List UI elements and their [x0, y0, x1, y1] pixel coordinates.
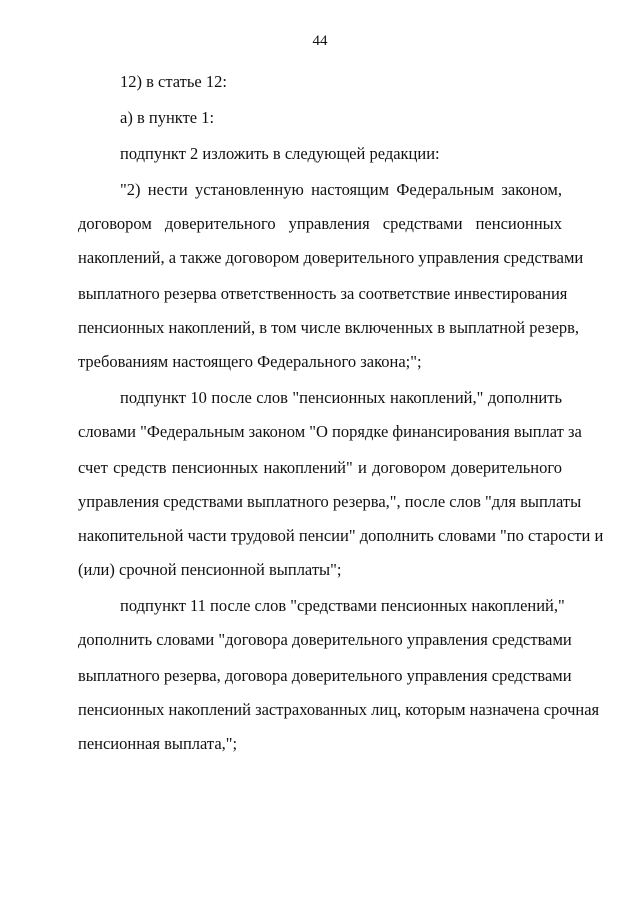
- paragraph-subpoint-11-line-5: пенсионная выплата,";: [78, 734, 238, 753]
- paragraph-subpoint-10-line-1: подпункт 10 после слов "пенсионных накоплений," дополнить: [120, 388, 562, 407]
- quote-line-3: накоплений, а также договором доверительного управления средствами: [78, 248, 584, 267]
- paragraph-subpoint-10-line-6: (или) срочной пенсионной выплаты";: [78, 560, 342, 579]
- paragraph-subpoint-11-line-1: подпункт 11 после слов "средствами пенсионных накоплений,": [120, 596, 565, 615]
- page-number: 44: [312, 33, 328, 49]
- paragraph-subpoint-10-line-3: счет средств пенсионных накоплений" и договором доверительного: [78, 458, 562, 477]
- paragraph-intro-subpoint-2: подпункт 2 изложить в следующей редакции:: [120, 144, 440, 163]
- quote-line-2: договором доверительного управления средствами пенсионных: [78, 214, 562, 233]
- quote-line-1: "2) нести установленную настоящим Федеральным законом,: [120, 180, 562, 199]
- item-heading-article-12: 12) в статье 12:: [120, 72, 227, 91]
- paragraph-subpoint-10-line-4: управления средствами выплатного резерва,", после слов "для выплаты: [78, 492, 582, 511]
- paragraph-subpoint-11-line-2: дополнить словами "договора доверительного управления средствами: [78, 630, 572, 649]
- subitem-heading-point-1: а) в пункте 1:: [120, 108, 215, 127]
- paragraph-subpoint-10-line-5: накопительной части трудовой пенсии" дополнить словами "по старости и: [78, 526, 604, 545]
- quote-line-4: выплатного резерва ответственность за соответствие инвестирования: [78, 284, 568, 303]
- paragraph-subpoint-10-line-2: словами "Федеральным законом "О порядке финансирования выплат за: [78, 422, 582, 441]
- quote-line-6: требованиям настоящего Федерального закона;";: [78, 352, 422, 371]
- paragraph-subpoint-11-line-3: выплатного резерва, договора доверительного управления средствами: [78, 666, 572, 685]
- quote-line-5: пенсионных накоплений, в том числе включенных в выплатной резерв,: [78, 318, 580, 337]
- paragraph-subpoint-11-line-4: пенсионных накоплений застрахованных лиц, которым назначена срочная: [78, 700, 600, 719]
